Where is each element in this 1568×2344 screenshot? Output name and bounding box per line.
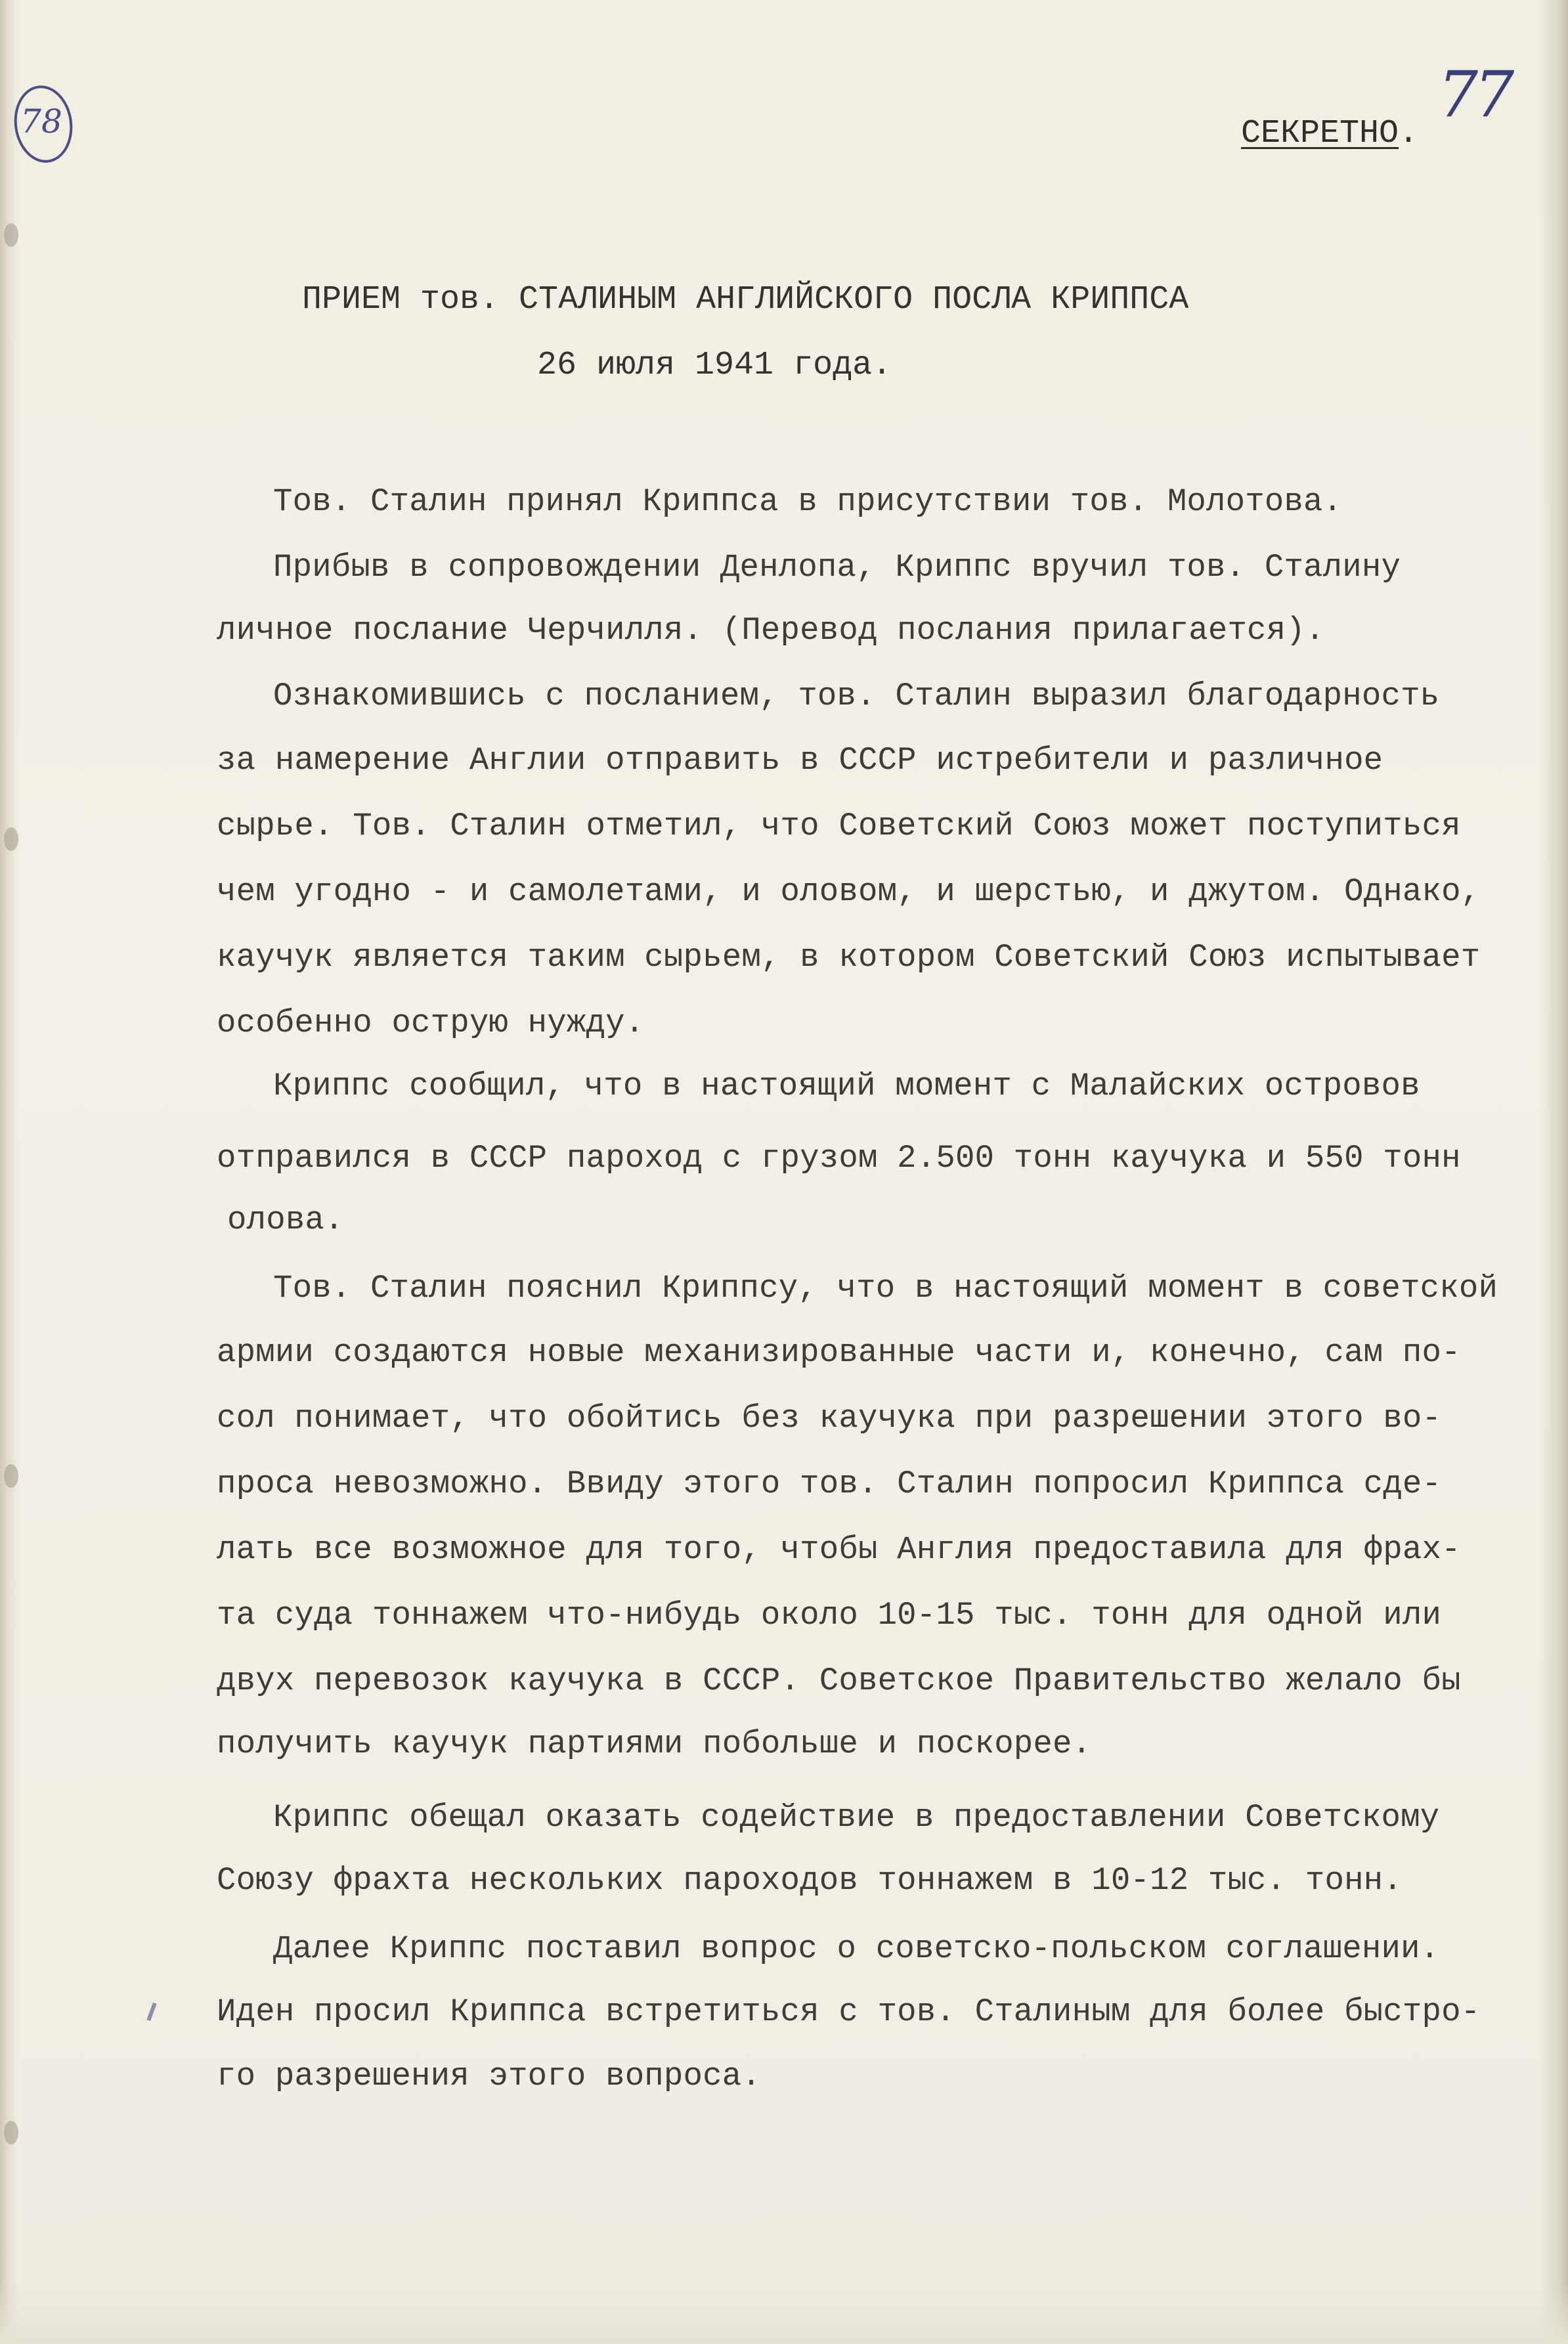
body-line: сол понимает, что обойтись без каучука при разрешении этого во- xyxy=(217,1400,1442,1437)
body-line: Прибыв в сопровождении Денлопа, Криппс вручил тов. Сталину xyxy=(273,549,1401,586)
body-line: чем угодно - и самолетами, и оловом, и шерстью, и джутом. Однако, xyxy=(217,873,1481,910)
body-line: Ознакомившись с посланием, тов. Сталин выразил благодарность xyxy=(273,678,1440,714)
binding-hole xyxy=(4,1464,18,1488)
body-line: двух перевозок каучука в СССР. Советское Правительство желало бы xyxy=(217,1662,1461,1699)
folio-number: 77 xyxy=(1438,58,1511,131)
body-line: Тов. Сталин принял Криппса в присутствии тов. Молотова. xyxy=(273,483,1343,520)
body-line: та суда тоннажем что-нибудь около 10-15 тыс. тонн для одной или xyxy=(217,1597,1442,1634)
body-line: олова. xyxy=(227,1202,344,1238)
page-left-edge xyxy=(0,0,20,2344)
binding-hole xyxy=(4,223,18,247)
body-line: армии создаются новые механизированные части и, конечно, сам по- xyxy=(217,1334,1461,1371)
body-line: лать все возможное для того, чтобы Англия предоставила для фрах- xyxy=(217,1531,1461,1568)
body-line: Далее Криппс поставил вопрос о советско-польском соглашении. xyxy=(273,1930,1440,1967)
page-bottom-edge xyxy=(0,2282,1568,2344)
page-right-edge xyxy=(1539,0,1568,2344)
archive-number: 78 xyxy=(20,102,62,141)
secret-dot: . xyxy=(1399,115,1419,152)
body-line: Тов. Сталин пояснил Криппсу, что в настоящий момент в советской xyxy=(273,1270,1498,1307)
secret-classification xyxy=(1241,115,1418,152)
binding-hole xyxy=(4,2121,18,2144)
secret-word: СЕКРЕТНО xyxy=(1241,115,1399,152)
binding-hole xyxy=(4,827,18,851)
body-line: Криппс сообщил, что в настоящий момент с Малайских островов xyxy=(273,1068,1420,1104)
body-line: Союзу фрахта нескольких пароходов тоннажем в 10-12 тыс. тонн. xyxy=(217,1862,1403,1899)
body-line: отправился в СССР пароход с грузом 2.500 тонн каучука и 550 тонн xyxy=(217,1140,1461,1177)
body-line: Иден просил Криппса встретиться с тов. Сталиным для более быстро- xyxy=(217,1993,1481,2030)
body-line: особенно острую нужду. xyxy=(217,1005,645,1041)
body-line: за намерение Англии отправить в СССР истребители и различное xyxy=(217,742,1383,779)
document-date: 26 июля 1941 года. xyxy=(537,347,892,384)
body-line: Криппс обещал оказать содействие в предоставлении Советскому xyxy=(273,1799,1440,1836)
body-line: каучук является таким сырьем, в котором Советский Союз испытывает xyxy=(217,939,1481,976)
body-line: проса невозможно. Ввиду этого тов. Сталин попросил Криппса сде- xyxy=(217,1465,1442,1502)
body-line: сырье. Тов. Сталин отметил, что Советский Союз может поступиться xyxy=(217,808,1461,844)
body-line: личное послание Черчилля. (Перевод послания прилагается). xyxy=(217,612,1325,649)
body-line: получить каучук партиями побольше и поскорее. xyxy=(217,1725,1092,1762)
body-line: го разрешения этого вопроса. xyxy=(217,2058,761,2094)
document-title: ПРИЕМ тов. СТАЛИНЫМ АНГЛИЙСКОГО ПОСЛА КРИППСА xyxy=(302,281,1189,318)
